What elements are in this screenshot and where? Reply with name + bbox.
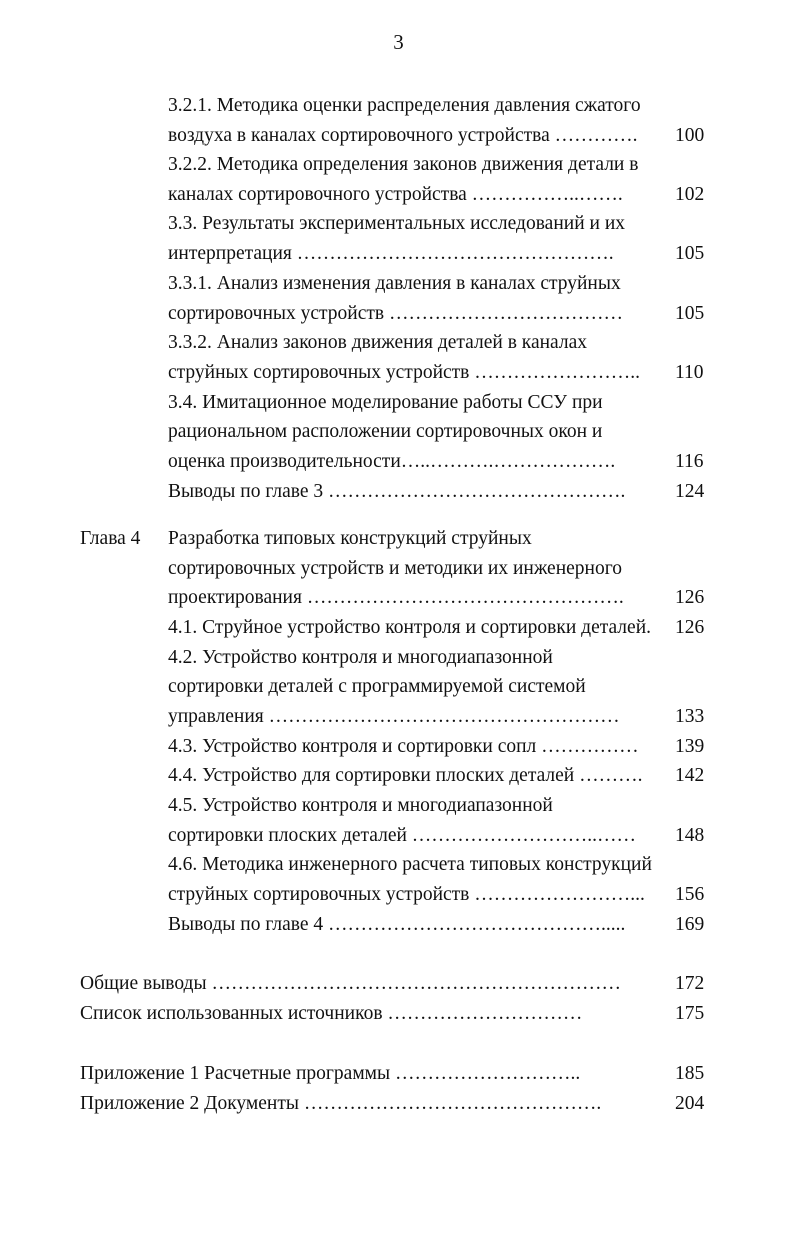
- toc-entry-chapter4-conclusions: Выводы по главе 4 …………………………………….....: [168, 914, 626, 935]
- toc-page-references: 175: [675, 1003, 705, 1024]
- toc-entry-chapter3-conclusions: Выводы по главе 3 ……………………………………….: [168, 481, 626, 502]
- toc-entry-3-2-1-line1: 3.2.1. Методика оценки распределения давления сжатого: [168, 95, 641, 116]
- toc-entry-appendix-1: Приложение 1 Расчетные программы ………………………..: [80, 1063, 581, 1084]
- toc-entry-3-4-line3: оценка производительности…..……….……………….: [168, 451, 616, 472]
- toc-entry-appendix-2: Приложение 2 Документы ……………………………………….: [80, 1093, 602, 1114]
- toc-entry-4-6-line1: 4.6. Методика инженерного расчета типовых конструкций: [168, 854, 652, 875]
- toc-page-3-3-2: 110: [675, 362, 704, 383]
- page-number: 3: [393, 30, 404, 54]
- toc-entry-3-3-1-line2: сортировочных устройств ………………………………: [168, 303, 624, 324]
- toc-page-3-3-1: 105: [675, 303, 705, 324]
- toc-page-4-2: 133: [675, 706, 705, 727]
- toc-page-3-4: 116: [675, 451, 704, 472]
- toc-page-4-1: 126: [675, 617, 705, 638]
- toc-entry-4-2-line3: управления ………………………………………………: [168, 706, 620, 727]
- toc-page-4-6: 156: [675, 884, 705, 905]
- toc-page-3-2-1: 100: [675, 125, 705, 146]
- toc-page-3-2-2: 102: [675, 184, 705, 205]
- toc-page-chapter4: 126: [675, 587, 705, 608]
- toc-entry-3-3-line1: 3.3. Результаты экспериментальных исследований и их: [168, 213, 626, 234]
- toc-entry-3-2-2-line2: каналах сортировочного устройства ……………..…….: [168, 184, 623, 205]
- toc-entry-4-2-line2: сортировки деталей с программируемой системой: [168, 676, 586, 697]
- toc-entry-4-4: 4.4. Устройство для сортировки плоских деталей ……….: [168, 765, 643, 786]
- toc-entry-4-3: 4.3. Устройство контроля и сортировки сопл ……………: [168, 736, 639, 757]
- toc-entry-chapter4-line3: проектирования ………………………………………….: [168, 587, 624, 608]
- toc-page-4-4: 142: [675, 765, 705, 786]
- toc-entry-4-5-line1: 4.5. Устройство контроля и многодиапазонной: [168, 795, 553, 816]
- toc-page-chapter4-conclusions: 169: [675, 914, 705, 935]
- toc-entry-3-4-line2: рациональном расположении сортировочных окон и: [168, 421, 603, 442]
- toc-entry-3-4-line1: 3.4. Имитационное моделирование работы ССУ при: [168, 392, 603, 413]
- toc-entry-3-3-line2: интерпретация ………………………………………….: [168, 243, 614, 264]
- toc-entry-3-2-2-line1: 3.2.2. Методика определения законов движения детали в: [168, 154, 639, 175]
- toc-page-chapter3-conclusions: 124: [675, 481, 705, 502]
- toc-entry-3-3-1-line1: 3.3.1. Анализ изменения давления в каналах струйных: [168, 273, 621, 294]
- toc-entry-general-conclusions: Общие выводы ………………………………………………………: [80, 973, 621, 994]
- chapter-4-label: Глава 4: [80, 528, 141, 549]
- toc-page-3-3: 105: [675, 243, 705, 264]
- toc-entry-4-1: 4.1. Струйное устройство контроля и сортировки деталей.: [168, 617, 652, 638]
- toc-entry-references: Список использованных источников …………………………: [80, 1003, 583, 1024]
- toc-page-4-5: 148: [675, 825, 705, 846]
- toc-page-appendix-2: 204: [675, 1093, 705, 1114]
- toc-entry-4-5-line2: сортировки плоских деталей ………………………..……: [168, 825, 637, 846]
- toc-entry-4-6-line2: струйных сортировочных устройств ……………………...: [168, 884, 645, 905]
- toc-entry-3-3-2-line2: струйных сортировочных устройств ……………………..: [168, 362, 641, 383]
- toc-entry-chapter4-line2: сортировочных устройств и методики их инженерного: [168, 558, 622, 579]
- toc-page-appendix-1: 185: [675, 1063, 705, 1084]
- toc-entry-3-3-2-line1: 3.3.2. Анализ законов движения деталей в каналах: [168, 332, 588, 353]
- toc-page-general-conclusions: 172: [675, 973, 705, 994]
- toc-page-4-3: 139: [675, 736, 705, 757]
- toc-entry-3-2-1-line2: воздуха в каналах сортировочного устройства ………….: [168, 125, 638, 146]
- toc-entry-chapter4-line1: Разработка типовых конструкций струйных: [168, 528, 532, 549]
- toc-entry-4-2-line1: 4.2. Устройство контроля и многодиапазонной: [168, 647, 553, 668]
